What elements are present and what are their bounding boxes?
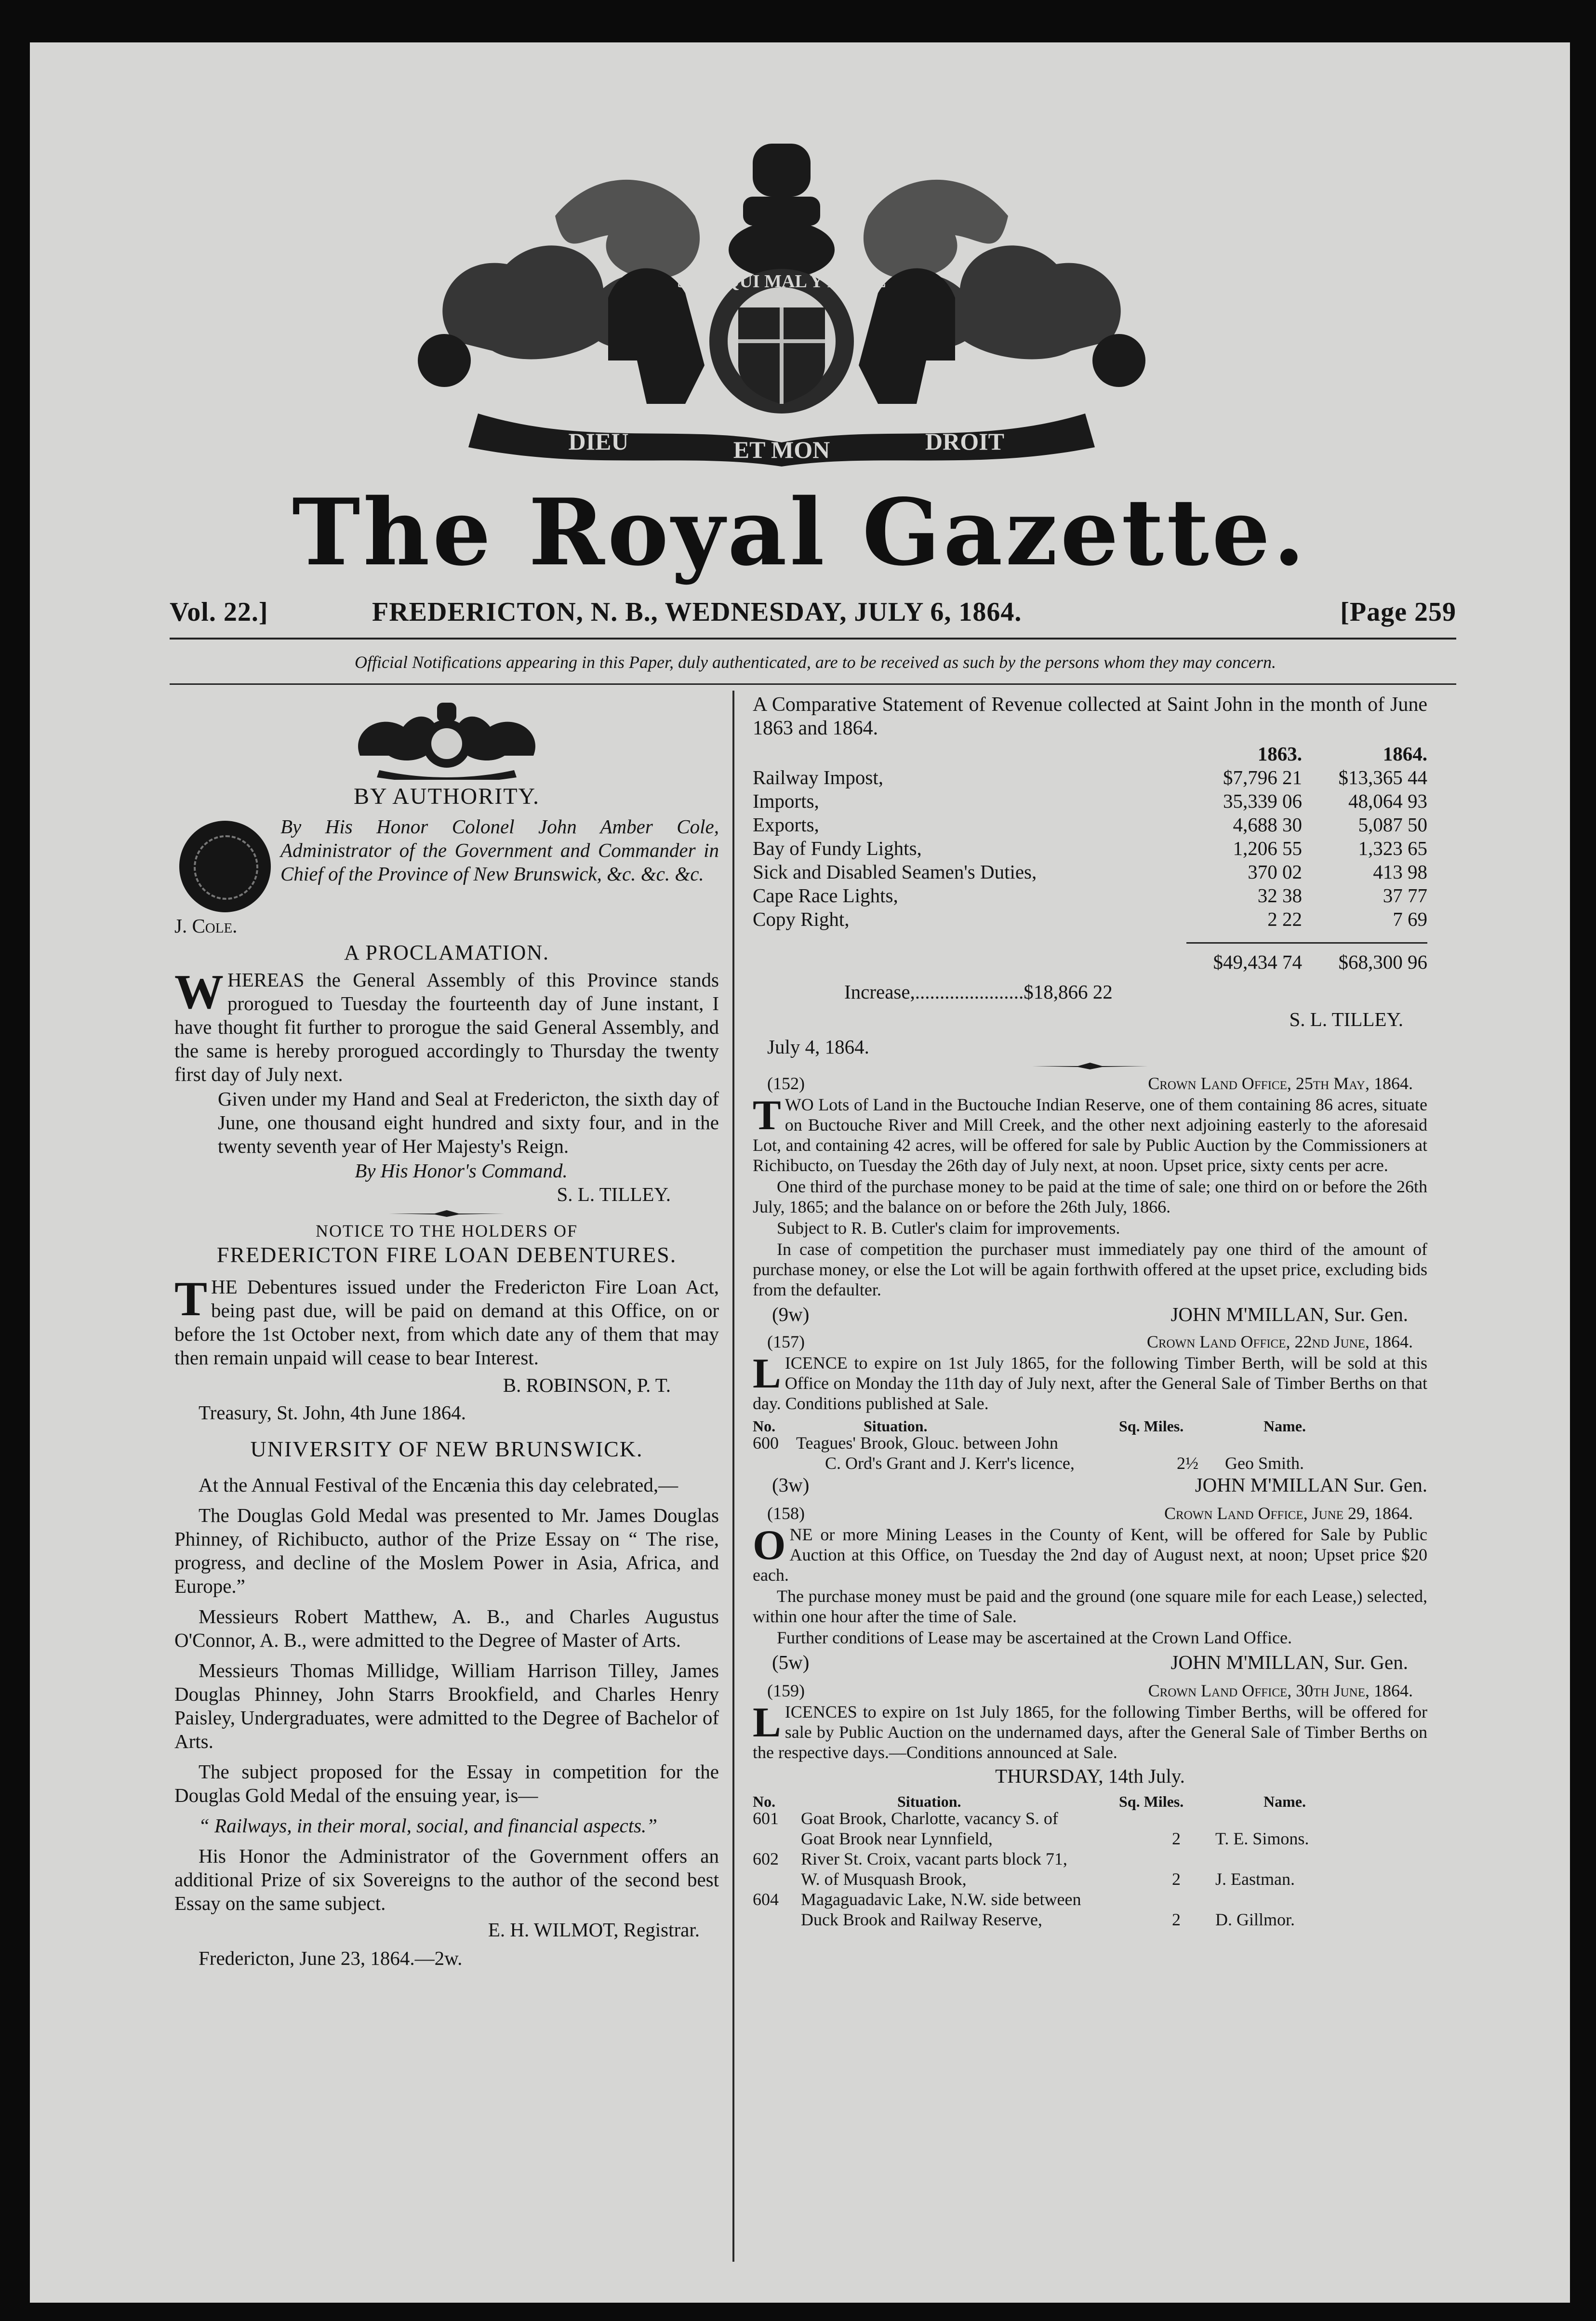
debenture-body: HE Debentures issued under the Fredericton Fire Loan Act, being past due, will be paid on demand at this Office, on or before the 1st October next, from which date any of them that may then remain unpaid will cease to bear Interest. — [174, 1276, 719, 1369]
row-label: Railway Impost, — [753, 766, 884, 788]
row-1863-value: 35,339 06 — [1223, 790, 1302, 812]
total-1864: $68,300 96 — [1338, 950, 1427, 973]
row-label: Imports, — [753, 790, 819, 812]
university-para-7: His Honor the Administrator of the Government offers an additional Prize of six Sovereigns to the author of the second best Essay on the same subject. — [174, 1845, 719, 1914]
crest-motto-garter: SOIT QUI MAL Y PENSE — [677, 271, 886, 292]
col-header-name: Name. — [1264, 1793, 1306, 1810]
berth-situation: River St. Croix, vacant parts block 71, — [801, 1849, 1067, 1868]
left-column — [174, 693, 719, 1970]
notice-157-signature: JOHN M'MILLAN Sur. Gen. — [1195, 1474, 1427, 1496]
debenture-title: FREDERICTON FIRE LOAN DEBENTURES. — [216, 1242, 677, 1267]
proclamation-drop-cap: W — [174, 965, 224, 1019]
berth-number: 600 — [753, 1433, 779, 1453]
revenue-total-row — [753, 943, 1427, 976]
berth-sq-miles: 2 — [1172, 1910, 1181, 1929]
proclamation-signature: S. L. TILLEY. — [557, 1183, 671, 1205]
notice-158-code: (5w) — [772, 1651, 810, 1673]
crest-motto-et-mon: ET MON — [733, 436, 830, 463]
debenture-signature: B. ROBINSON, P. T. — [503, 1374, 671, 1396]
row-1864-value: 413 98 — [1373, 861, 1427, 883]
col-header-sq-miles: Sq. Miles. — [1119, 1417, 1184, 1435]
row-1863-value: 2 22 — [1267, 908, 1302, 930]
notice-159-drop-cap: L — [753, 1699, 781, 1746]
royal-coat-of-arms-image — [396, 134, 1167, 471]
berth-situation-cont: Duck Brook and Railway Reserve, — [801, 1910, 1042, 1929]
notice-157-drop-cap: L — [753, 1350, 781, 1397]
berth-situation-cont: C. Ord's Grant and J. Kerr's licence, — [825, 1454, 1075, 1473]
university-title: UNIVERSITY OF NEW BRUNSWICK. — [250, 1437, 643, 1461]
berth-name: Geo Smith. — [1225, 1454, 1304, 1473]
proclamation-body: HEREAS the General Assembly of this Province stands prorogued to Tuesday the fourteenth day of June instant, I have thought fit further to prorogue the said General Assembly, and the same is hereby prorogued accordingly to Thursday the twenty first day of July next. — [174, 969, 719, 1085]
notice-157-body: ICENCE to expire on 1st July 1865, for the following Timber Berth, will be sold at this Office on Monday the 11th day of July next, after the General Sale of Timber Berths on that day. Conditions published at Sale. — [753, 1353, 1427, 1413]
berth-situation: Magaguadavic Lake, N.W. side between — [801, 1890, 1081, 1909]
dateline — [170, 597, 1456, 630]
table-row — [753, 860, 1427, 884]
row-1864-value: 5,087 50 — [1358, 814, 1427, 836]
row-1864-value: 1,323 65 — [1358, 837, 1427, 859]
table-row — [753, 837, 1427, 860]
revenue-increase: Increase,......................$18,866 22 — [844, 981, 1113, 1003]
row-label: Cape Race Lights, — [753, 884, 898, 907]
date-place: FREDERICTON, N. B., WEDNESDAY, JULY 6, 1864. — [372, 597, 1022, 627]
table-row — [753, 813, 1427, 837]
berth-sq-miles: 2½ — [1177, 1454, 1198, 1473]
col-header-situation: Situation. — [897, 1793, 961, 1810]
table-row — [753, 789, 1427, 813]
notice-159-table-header — [753, 1790, 1427, 1808]
berth-name: T. E. Simons. — [1215, 1829, 1309, 1848]
official-notice: Official Notifications appearing in this Paper, duly authenticated, are to be received as such by the persons whom they may concern. — [355, 653, 1276, 672]
university-essay-subject: “ Railways, in their moral, social, and financial aspects.” — [199, 1814, 658, 1837]
notice-158-body: NE or more Mining Leases in the County of Kent, will be offered for Sale by Public Auction at this Office, on Tuesday the 2nd day of August next, at noon; Upset price $20 each. — [753, 1525, 1427, 1585]
row-label: Sick and Disabled Seamen's Duties, — [753, 861, 1037, 883]
proclamation-given: Given under my Hand and Seal at Fredericton, the sixth day of June, one thousand eight hundred and sixty four, and in the twenty seventh year of Her Majesty's Reign. — [218, 1088, 719, 1157]
page-number: [Page 259 — [1340, 597, 1456, 627]
table-row — [753, 1808, 1427, 1849]
university-para-2: The Douglas Gold Medal was presented to Mr. James Douglas Phinney, of Richibucto, author of the Prize Essay on “ The rise, progress, and decline of the Moslem Power in Asia, Africa, and Europe.” — [174, 1504, 719, 1597]
signer-name: J. Cole. — [174, 915, 238, 937]
university-para-1: At the Annual Festival of the Encænia this day celebrated,— — [199, 1474, 678, 1496]
berth-situation: Teagues' Brook, Glouc. between John — [796, 1433, 1058, 1453]
row-1864-value: 7 69 — [1393, 908, 1427, 930]
university-para-3: Messieurs Robert Matthew, A. B., and Charles Augustus O'Connor, A. B., were admitted to the Degree of Master of Arts. — [174, 1605, 719, 1651]
official-seal-image — [179, 821, 271, 912]
proclamation-title: A PROCLAMATION. — [344, 941, 550, 964]
column-divider — [732, 691, 734, 2262]
berth-situation: Goat Brook, Charlotte, vacancy S. of — [801, 1809, 1058, 1828]
row-1863-value: 370 02 — [1248, 861, 1302, 883]
proclamation-preamble: By His Honor Colonel John Amber Cole, Administrator of the Government and Commander in Chief of the Province of New Brunswick, &c. &c. &c. — [280, 815, 719, 885]
row-label: Copy Right, — [753, 908, 850, 930]
university-para-4: Messieurs Thomas Millidge, William Harrison Tilley, James Douglas Phinney, John Starrs Brookfield, and Charles Henry Paisley, Undergraduates, were admitted to the Degree of Bachelor of Arts. — [174, 1659, 719, 1752]
by-authority-heading: BY AUTHORITY. — [353, 784, 540, 809]
row-1864-value: $13,365 44 — [1338, 766, 1427, 788]
notice-152-office: Crown Land Office, 25th May, 1864. — [1148, 1074, 1413, 1093]
berth-situation-cont: Goat Brook near Lynnfield, — [801, 1829, 993, 1848]
notice-159-body: ICENCES to expire on 1st July 1865, for the following Timber Berths, will be offered for sale by Public Auction on the undernamed days, after the General Sale of Timber Berths on the respective days.—Conditions announced at Sale. — [753, 1702, 1427, 1762]
debenture-drop-cap: T — [174, 1272, 208, 1326]
notice-158-para-2: The purchase money must be paid and the ground (one square mile for each Lease,) selected, within one hour after the time of Sale. — [753, 1587, 1427, 1626]
university-place-date: Fredericton, June 23, 1864.—2w. — [199, 1947, 463, 1969]
notice-158-office: Crown Land Office, June 29, 1864. — [1164, 1504, 1413, 1523]
row-1863-value: 4,688 30 — [1233, 814, 1302, 836]
row-1864-value: 37 77 — [1383, 884, 1427, 907]
notice-152-para-3: Subject to R. B. Cutler's claim for improvements. — [777, 1218, 1120, 1238]
notice-152-body: WO Lots of Land in the Buctouche Indian Reserve, one of them containing 86 acres, situate on Buctouche River and Mill Creek, and the other next adjoining easterly to the aforesaid Lot, and containing 42 acres, will be offered for sale by Public Auction by the Commissioners at Richibucto, on Tuesday the 26th day of July next, at noon. Upset price, sixty cents per acre. — [753, 1095, 1427, 1175]
col-header-name: Name. — [1264, 1417, 1306, 1435]
row-1863-value: 1,206 55 — [1233, 837, 1302, 859]
notice-rule — [170, 683, 1456, 685]
year-1864-header: 1864. — [1383, 743, 1427, 765]
notice-158-para-3: Further conditions of Lease may be ascertained at the Crown Land Office. — [777, 1628, 1292, 1647]
berth-situation-cont: W. of Musquash Brook, — [801, 1869, 967, 1889]
ornament-divider-icon — [389, 1209, 505, 1218]
berth-sq-miles: 2 — [1172, 1829, 1181, 1848]
table-row — [753, 1433, 1427, 1473]
year-1863-header: 1863. — [1257, 743, 1302, 765]
masthead-title: The Royal Gazette. — [292, 479, 1308, 586]
row-label: Bay of Fundy Lights, — [753, 837, 922, 859]
notice-159-office: Crown Land Office, 30th June, 1864. — [1148, 1681, 1413, 1700]
notice-158-signature: JOHN M'MILLAN, Sur. Gen. — [1170, 1651, 1408, 1673]
newspaper-page — [30, 42, 1570, 2303]
total-1863: $49,434 74 — [1213, 950, 1302, 973]
table-row — [753, 766, 1427, 789]
row-1863-value: $7,796 21 — [1223, 766, 1302, 788]
berth-name: D. Gillmor. — [1215, 1910, 1295, 1929]
debenture-notice-label: NOTICE TO THE HOLDERS OF — [315, 1221, 578, 1241]
notice-152-drop-cap: T — [753, 1092, 781, 1139]
berth-number: 601 — [753, 1809, 779, 1828]
revenue-date: July 4, 1864. — [767, 1036, 869, 1058]
notice-157-office: Crown Land Office, 22nd June, 1864. — [1146, 1332, 1413, 1351]
berth-name: J. Eastman. — [1215, 1869, 1295, 1889]
crest-motto-droit: DROIT — [925, 428, 1004, 455]
debenture-place-date: Treasury, St. John, 4th June 1864. — [199, 1401, 466, 1424]
berth-sq-miles: 2 — [1172, 1869, 1181, 1889]
revenue-table — [753, 742, 1427, 976]
table-row — [753, 907, 1427, 931]
row-label: Exports, — [753, 814, 819, 836]
ornament-divider-icon — [1032, 1062, 1148, 1070]
col-header-no: No. — [753, 1793, 776, 1810]
col-header-no: No. — [753, 1417, 776, 1435]
notice-158-number: (158) — [767, 1504, 805, 1523]
notice-152-para-4: In case of competition the purchaser must immediately pay one third of the amount of purchase money, or else the Lot will be again forthwith offered at the upset price, excluding bids from the defaulter. — [753, 1240, 1427, 1299]
berth-number: 604 — [753, 1890, 779, 1909]
row-1864-value: 48,064 93 — [1348, 790, 1427, 812]
notice-159-number: (159) — [767, 1681, 805, 1700]
col-header-sq-miles: Sq. Miles. — [1119, 1793, 1184, 1810]
university-signature: E. H. WILMOT, Registrar. — [488, 1919, 700, 1941]
university-para-5: The subject proposed for the Essay in competition for the Douglas Gold Medal of the ensuing year, is— — [174, 1761, 719, 1806]
notice-152-signature: JOHN M'MILLAN, Sur. Gen. — [1170, 1303, 1408, 1325]
header-rule — [170, 638, 1456, 640]
small-coat-of-arms-image — [350, 698, 543, 780]
notice-157-table-header — [753, 1414, 1427, 1433]
notice-157-number: (157) — [767, 1332, 805, 1351]
revenue-signature: S. L. TILLEY. — [1289, 1008, 1403, 1030]
proclamation-command: By His Honor's Command. — [355, 1160, 568, 1182]
table-row — [753, 1889, 1427, 1930]
notice-158-drop-cap: O — [753, 1522, 786, 1569]
row-1863-value: 32 38 — [1257, 884, 1302, 907]
notice-152-number: (152) — [767, 1074, 805, 1093]
table-row — [753, 1849, 1427, 1889]
col-header-situation: Situation. — [864, 1417, 928, 1435]
berth-number: 602 — [753, 1849, 779, 1868]
revenue-year-header — [753, 742, 1427, 766]
crest-motto-dieu: DIEU — [568, 428, 629, 455]
table-row — [753, 884, 1427, 907]
notice-157-code: (3w) — [772, 1474, 810, 1496]
volume-number: Vol. 22.] — [170, 597, 268, 627]
notice-152-para-2: One third of the purchase money to be paid at the time of sale; one third on or before the 26th July, 1865; and the balance on or before the 26th July, 1866. — [753, 1177, 1427, 1216]
notice-152-code: (9w) — [772, 1303, 810, 1325]
revenue-title: A Comparative Statement of Revenue collected at Saint John in the month of June 1863 and 1864. — [753, 694, 1427, 739]
notice-159-day: THURSDAY, 14th July. — [995, 1765, 1185, 1787]
right-column — [753, 693, 1427, 1930]
